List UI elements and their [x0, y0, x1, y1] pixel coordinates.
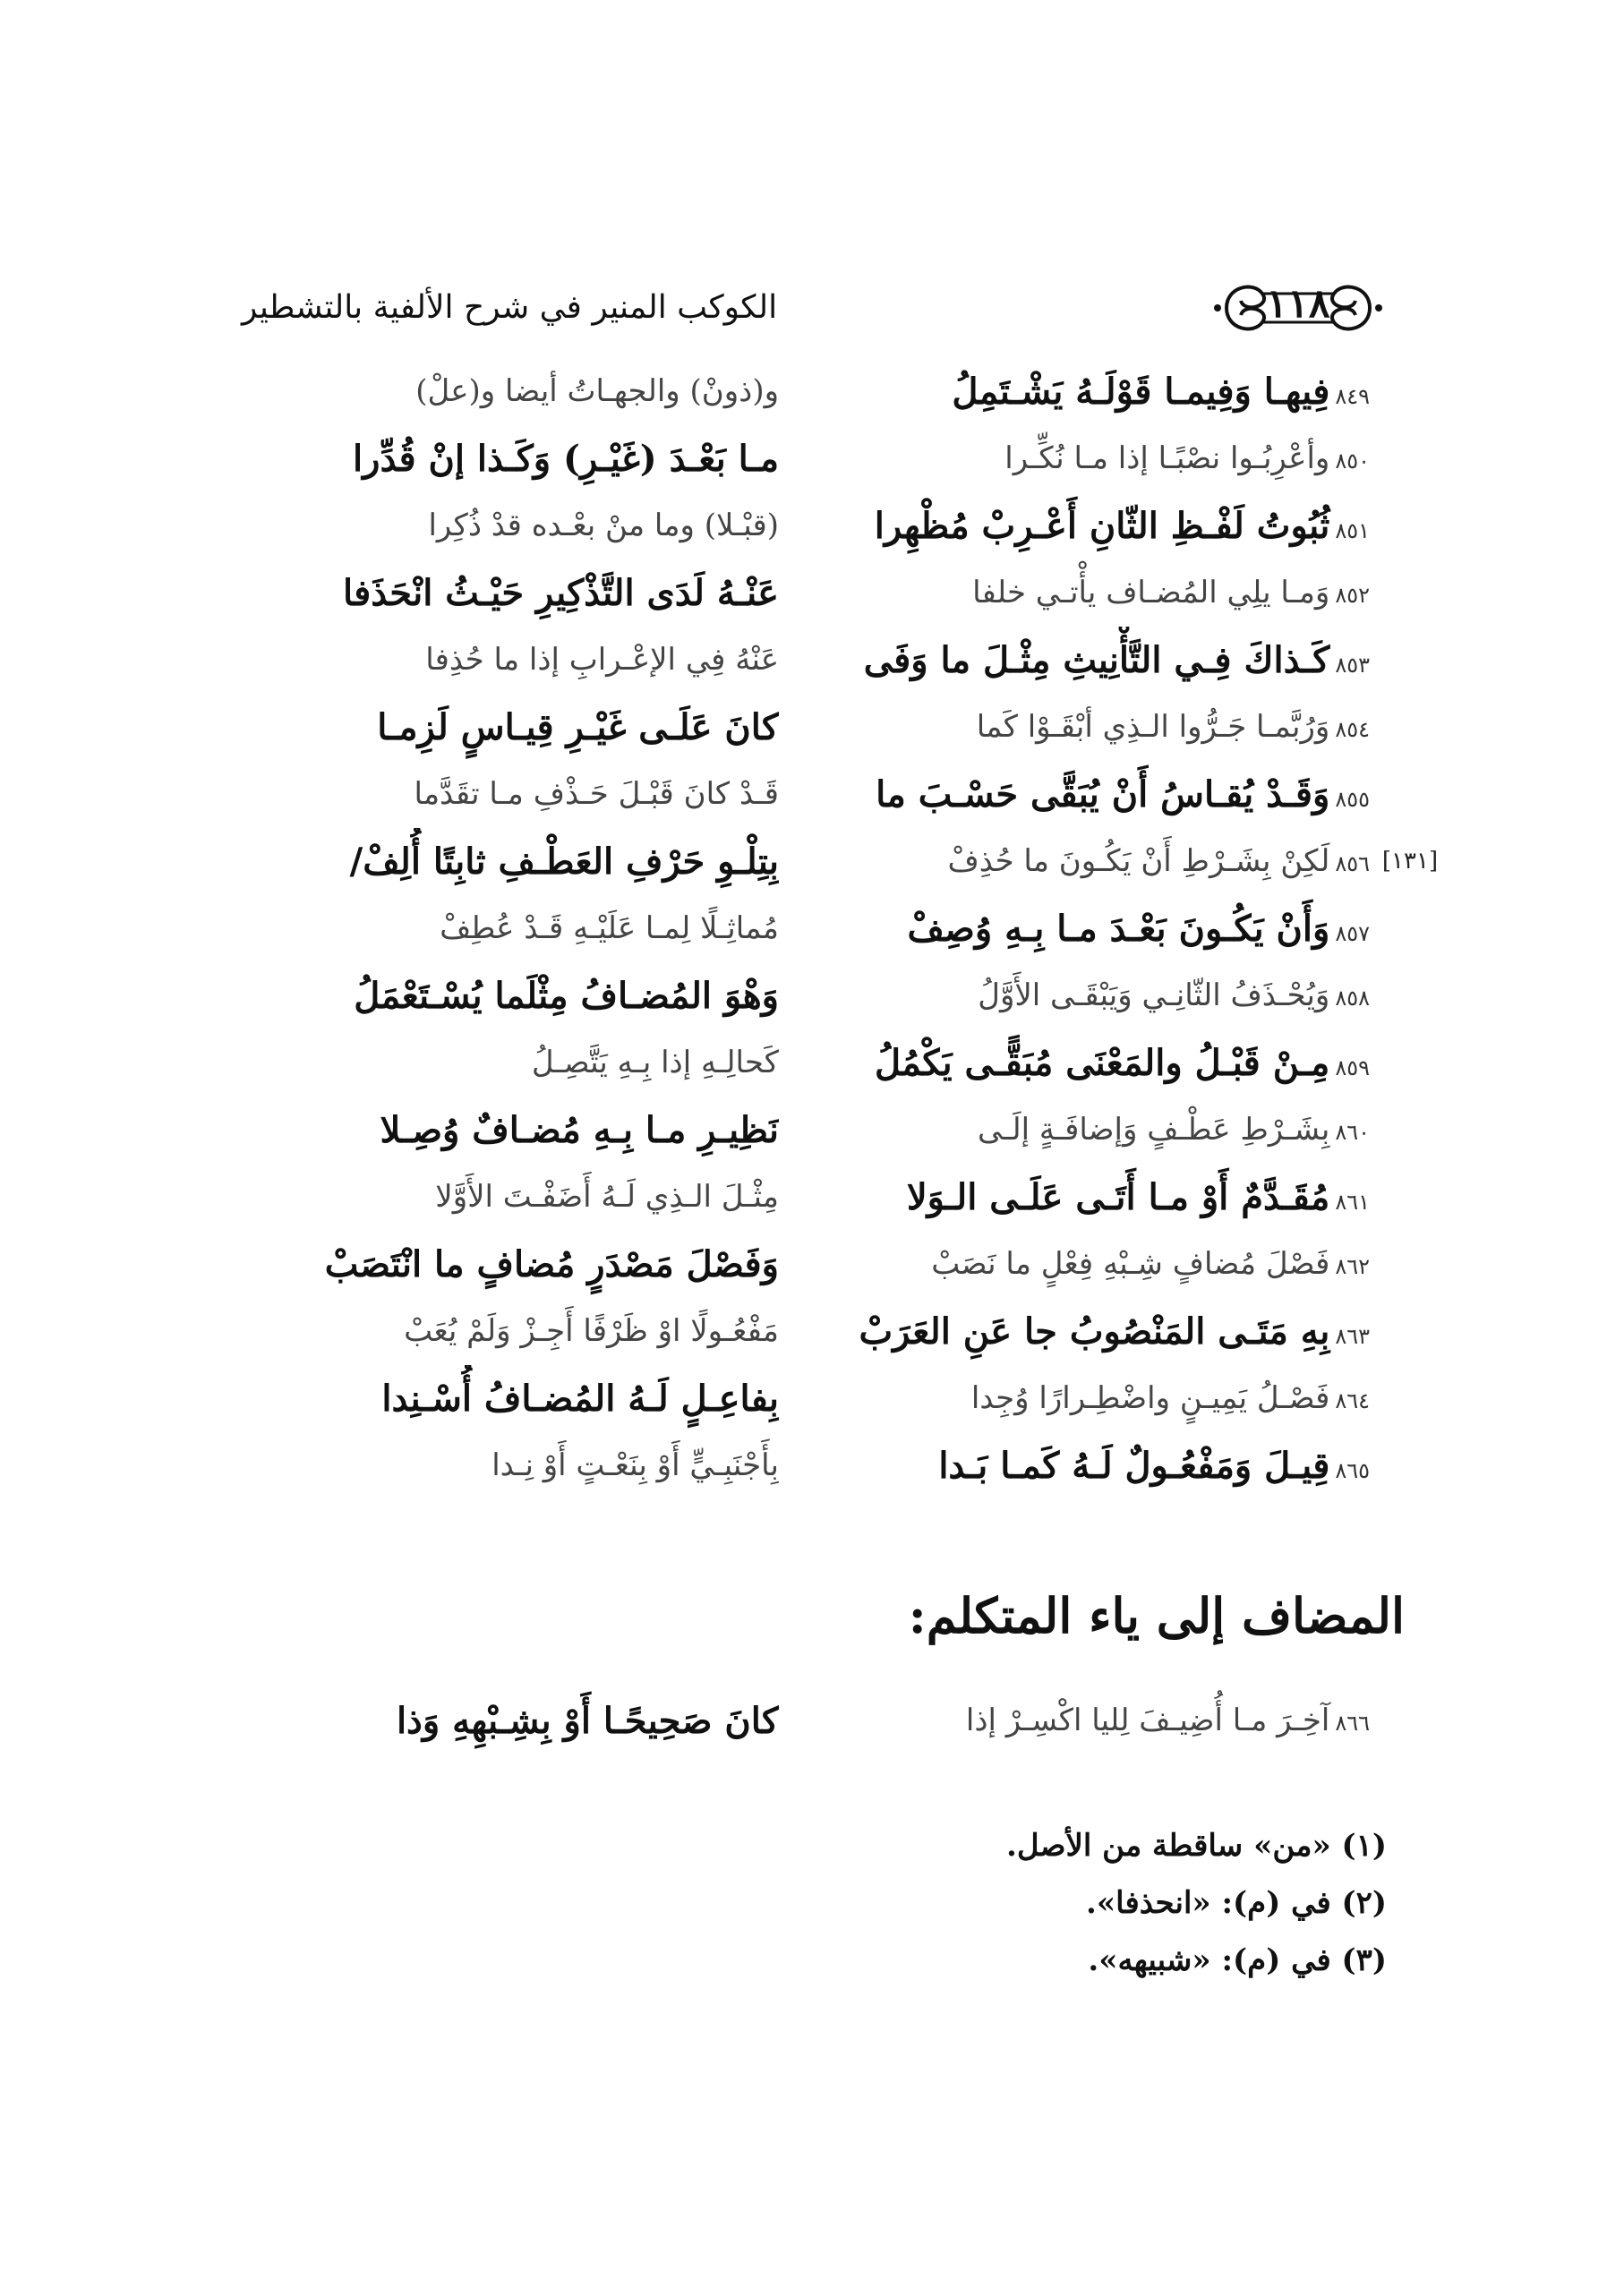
verse-second-hemistich [242, 559, 779, 627]
verse-text: قَـدْ كانَ قَبْـلَ حَـذْفِ مـا تقَدَّما [414, 776, 779, 812]
verse [242, 895, 1406, 962]
verse-number: ٨٥٤ [1335, 717, 1370, 742]
verse-number: ٨٦٤ [1335, 1388, 1370, 1413]
verse [242, 828, 1439, 895]
verse-first-hemistich [833, 1432, 1370, 1499]
verse-text: مُقَـدَّمٌ أَوْ مـا أَتَـى عَلَـى الـوَلا [906, 1176, 1330, 1218]
verse-number: ٨٥٣ [1335, 653, 1370, 678]
verse-first-hemistich [833, 1231, 1370, 1298]
verse-second-hemistich [242, 694, 779, 761]
verse-text: وَرُبَّمـا جَـرُّوا الـذِي أبْقَـوْا كَما [976, 709, 1330, 745]
verse [242, 425, 1406, 492]
verse-text: قِيـلَ وَمَفْعُـولٌ لَـهُ كَمـا بَـدا [938, 1445, 1330, 1487]
running-title: الكوكب المنير في شرح الألفية بالتشطير [242, 289, 778, 326]
verse-text: فِيهـا وَفِيمـا قَوْلَـهُ يَشْـتَمِلُ [952, 371, 1330, 413]
verse-text: وَفَصْلَ مَصْدَرٍ مُضافٍ ما انْتَصَبْ [324, 1243, 779, 1285]
verse-second-hemistich [242, 962, 779, 1029]
verse-text: وأعْرِبُـوا نصْبًـا إذا مـا نُكِّـرا [1004, 440, 1330, 476]
verse-text: و(ذونْ) والجهـاتُ أيضا و(علْ) [415, 373, 779, 409]
verse [242, 492, 1406, 559]
manuscript-folio-note: [١٣١] [1381, 848, 1439, 875]
page-number: ١١٨ [1266, 281, 1330, 327]
verse-second-hemistich [242, 627, 779, 694]
verse-text: كانَ صَحِيحًـا أَوْ بِشِـبْهِهِ وَذا [396, 1700, 779, 1742]
section-heading: المضاف إلى ياء المتكلم: [908, 1587, 1405, 1644]
verse-text: فَصْـلُ يَمِيـنٍ واضْطِـرارًا وُجِدا [970, 1380, 1330, 1416]
verse-second-hemistich [242, 358, 779, 425]
verse-text: مِـنْ قَبْـلُ والمَعْنَى مُبَقًّـى يَكْمُلُ [874, 1042, 1330, 1084]
footnote: (٣) في (م): «شبيهه». [1088, 1942, 1387, 1978]
verse-number: ٨٥٨ [1335, 986, 1370, 1011]
verse-second-hemistich [242, 1432, 779, 1499]
verse-number: ٨٥٧ [1335, 921, 1370, 946]
verse-text: وَهْوَ المُضـافُ مِثْلَما يُسْـتَعْمَلُ [354, 975, 779, 1017]
verse [242, 1097, 1406, 1164]
verse-first-hemistich [833, 895, 1370, 962]
verse-number: ٨٦٥ [1335, 1458, 1370, 1483]
verse-text: بِأَجْنَبِـيٍّ أَوْ بِنَعْـتٍ أَوْ نِـدا [491, 1447, 779, 1483]
verse-second-hemistich [242, 1231, 779, 1298]
verse-number: ٨٥٥ [1335, 787, 1370, 812]
verse [242, 1029, 1406, 1097]
verse-text: بِتِلْـوِ حَرْفِ العَطْـفِ ثابِتًا أُلِفْ/ [349, 841, 779, 883]
verse-second-hemistich [242, 1365, 779, 1432]
verse-text: كَحالِـهِ إذا بِـهِ يَتَّصِـلُ [531, 1045, 779, 1080]
verse-text: وَقَـدْ يُقـاسُ أَنْ يُبَقَّى حَسْـبَ ما [876, 773, 1330, 815]
verse-number: ٨٦٠ [1335, 1120, 1370, 1145]
verse-first-hemistich [833, 358, 1370, 425]
verse-second-hemistich [242, 1097, 779, 1164]
verse-first-hemistich [833, 559, 1370, 627]
verse-first-hemistich [833, 761, 1370, 828]
verse-second-hemistich [242, 895, 779, 962]
verse [242, 1432, 1406, 1499]
verse-text: عَنْهُ فِي الإعْـرابِ إذا ما حُذِفا [425, 642, 779, 678]
verse-text: آخِـرَ مـا أُضِيـفَ لِليا اكْسِـرْ إذا [965, 1703, 1330, 1738]
verse-second-hemistich [242, 1164, 779, 1231]
verse-text: بِفاعِـلٍ لَـهُ المُضـافُ أُسْـنِدا [381, 1378, 779, 1420]
verse-first-hemistich [833, 1029, 1370, 1097]
verse-number: ٨٥٦ [1335, 851, 1370, 876]
verse-text: نَظِيـرِ مـا بِـهِ مُضـافٌ وُصِـلا [380, 1109, 779, 1151]
verse-number: ٨٥١ [1335, 518, 1370, 543]
verse [242, 627, 1406, 694]
verse-number: ٨٦٣ [1335, 1324, 1370, 1349]
verse-first-hemistich [833, 627, 1370, 694]
verse [242, 962, 1406, 1029]
verse-second-hemistich [242, 828, 779, 895]
verse [242, 1164, 1406, 1231]
verse-second-hemistich [242, 492, 779, 559]
verse-number: ٨٦١ [1335, 1190, 1370, 1215]
verse-text: مـا بَعْـدَ (غَيْـرِ) وَكَـذا إنْ قُدِّرا [353, 438, 779, 480]
verse-first-hemistich [833, 1687, 1370, 1754]
verse-text: (قبْـلا) وما منْ بعْـده قدْ ذُكِرا [428, 508, 779, 543]
verse [242, 1231, 1406, 1298]
verse-first-hemistich [833, 1097, 1370, 1164]
verse-second-hemistich [242, 761, 779, 828]
footnote: (٢) في (م): «انحذفا». [1086, 1885, 1387, 1921]
verse-number: ٨٦٢ [1335, 1254, 1370, 1279]
verse [242, 559, 1406, 627]
verse [242, 1365, 1406, 1432]
verse-text: كانَ عَلَـى غَيْـرِ قِيـاسٍ لَزِمـا [377, 706, 779, 748]
verse-first-hemistich [833, 1365, 1370, 1432]
verse-first-hemistich [833, 962, 1370, 1029]
verse-text: فَصْلَ مُضافٍ شِـبْهِ فِعْلٍ ما نَصَبْ [931, 1246, 1330, 1282]
verse [242, 358, 1406, 425]
verse-text: وَيُحْـذَفُ الثّانِـي وَيَبْقَـى الأَوَّلُ [978, 977, 1330, 1013]
verse [242, 761, 1406, 828]
verse-number: ٨٥٠ [1335, 448, 1370, 474]
verse-text: كَـذاكَ فِـي التَّأْنِيثِ مِثْـلَ ما وَفَى [863, 639, 1330, 681]
verse-text: لَكِنْ بِشَـرْطِ أَنْ يَكُـونَ ما حُذِفْ [947, 843, 1330, 879]
verse-second-hemistich [242, 1298, 779, 1365]
verse-text: عَنْـهُ لَدَى التَّذْكِيرِ حَيْـثُ انْحَذَفا [342, 572, 779, 614]
verse-second-hemistich [242, 425, 779, 492]
verse-text: بِشَـرْطِ عَطْـفٍ وَإضافَـةٍ إلَـى [977, 1112, 1330, 1148]
verse-text: مَفْعُـولًا اوْ ظَرْفًا أَجِـزْ وَلَمْ يُعَبْ [404, 1313, 779, 1349]
final-verse [242, 1687, 1406, 1759]
verse-second-hemistich [242, 1029, 779, 1097]
verse-number: ٨٦٦ [1335, 1711, 1370, 1736]
footnotes [402, 1817, 1387, 1989]
verse [242, 694, 1406, 761]
verse-text: وَمـا يلِي المُضـاف يأْتـي خلفا [972, 575, 1330, 610]
verse-number: ٨٥٢ [1335, 583, 1370, 608]
verses [242, 358, 1439, 1499]
verse-first-hemistich [833, 694, 1370, 761]
footnote: (١) «من» ساقطة من الأصل. [1006, 1828, 1387, 1864]
verse-first-hemistich [833, 1298, 1370, 1365]
verse-first-hemistich [833, 425, 1370, 492]
verse-number: ٨٤٩ [1335, 384, 1370, 409]
verse-text: مِثْـلَ الـذِي لَـهُ أَضَفْـتَ الأَوَّلا [435, 1179, 779, 1215]
verse-first-hemistich [833, 1164, 1370, 1231]
verse-text: بِهِ مَتَـى المَنْصُوبُ جا عَنِ العَرَبْ [859, 1310, 1330, 1353]
verse-text: مُماثِـلًا لِمـا عَلَيْـهِ قَـدْ عُطِفْ [440, 910, 779, 946]
verse-text: وَأَنْ يَكُـونَ بَعْـدَ مـا بِـهِ وُصِفْ [907, 908, 1330, 950]
verse-first-hemistich [833, 828, 1370, 895]
page-header [242, 269, 1388, 349]
verse-second-hemistich [242, 1687, 779, 1754]
verse-first-hemistich [833, 492, 1370, 559]
verse-text: ثُبُوتُ لَفْـظِ الثّانِ أَعْـرِبْ مُظْهِرا [874, 505, 1330, 547]
verse [242, 1298, 1406, 1365]
verse-number: ٨٥٩ [1335, 1055, 1370, 1080]
